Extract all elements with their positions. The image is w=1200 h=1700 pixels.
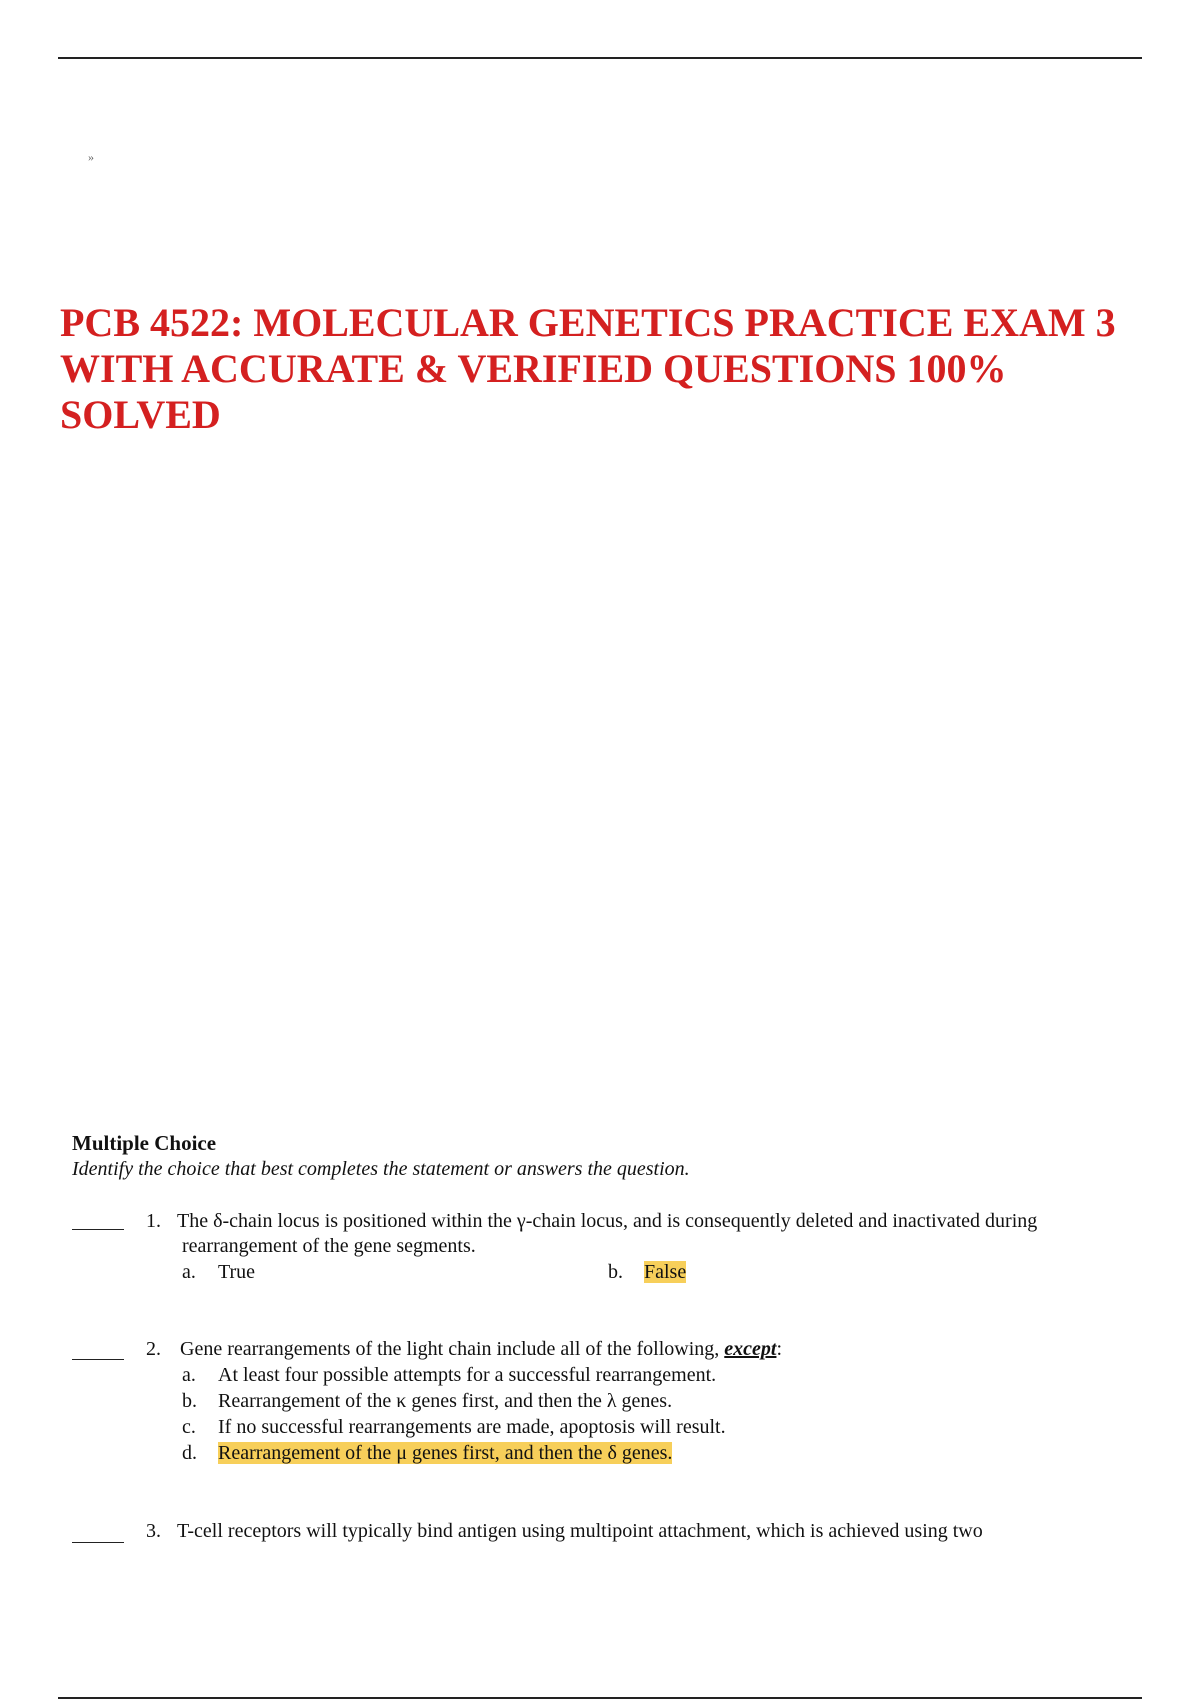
- title-line-3: SOLVED: [60, 392, 221, 437]
- section-heading: Multiple Choice: [72, 1131, 217, 1155]
- page-marker: »: [88, 150, 94, 164]
- option-b[interactable]: [182, 1389, 672, 1414]
- option-a[interactable]: [182, 1363, 716, 1388]
- question-text-main: Gene rearrangements of the light chain include all of the following,: [180, 1338, 725, 1360]
- option-d[interactable]: [182, 1441, 672, 1466]
- question-text-emphasis: except: [724, 1338, 777, 1360]
- option-letter: b.: [182, 1390, 197, 1412]
- question-number: 2.: [146, 1338, 161, 1360]
- option-c[interactable]: [182, 1415, 726, 1440]
- question-text-line-1: T-cell receptors will typically bind antigen using multipoint attachment, which is achieved using two: [177, 1520, 983, 1542]
- option-letter: a.: [182, 1261, 196, 1283]
- option-a[interactable]: [182, 1260, 255, 1285]
- section-instructions: Identify the choice that best completes the statement or answers the question.: [72, 1158, 690, 1180]
- question-text: [177, 1209, 1137, 1259]
- question-text: [177, 1519, 1137, 1544]
- question-number: 3.: [146, 1520, 161, 1542]
- option-b[interactable]: [608, 1260, 686, 1285]
- question-number: 1.: [146, 1210, 161, 1232]
- question-text-line-2: rearrangement of the gene segments.: [182, 1235, 476, 1257]
- title-line-2: WITH ACCURATE & VERIFIED QUESTIONS 100%: [60, 346, 1007, 391]
- option-text: If no successful rearrangements are made, apoptosis will result.: [218, 1416, 726, 1438]
- option-text: True: [218, 1261, 256, 1283]
- question-text-end: :: [776, 1338, 783, 1360]
- option-letter: c.: [182, 1416, 196, 1438]
- option-text: Rearrangement of the κ genes first, and then the λ genes.: [218, 1390, 673, 1412]
- question-text: [180, 1337, 1140, 1362]
- option-letter: d.: [182, 1442, 197, 1464]
- option-letter: a.: [182, 1364, 196, 1386]
- option-text-highlighted: Rearrangement of the μ genes first, and then the δ genes.: [218, 1442, 673, 1464]
- question-text-line-1: The δ-chain locus is positioned within the γ-chain locus, and is consequently deleted and inactivated during: [177, 1210, 1038, 1232]
- page-bottom-rule: [58, 1697, 1142, 1699]
- document-title: [60, 300, 1150, 438]
- page-top-rule: [58, 57, 1142, 59]
- answer-blank[interactable]: [72, 1542, 124, 1543]
- option-text: At least four possible attempts for a successful rearrangement.: [218, 1364, 717, 1386]
- answer-blank[interactable]: [72, 1229, 124, 1230]
- option-letter: b.: [608, 1261, 623, 1283]
- title-line-1: PCB 4522: MOLECULAR GENETICS PRACTICE EXAM 3: [60, 300, 1116, 345]
- answer-blank[interactable]: [72, 1359, 124, 1360]
- option-text-highlighted: False: [644, 1261, 687, 1283]
